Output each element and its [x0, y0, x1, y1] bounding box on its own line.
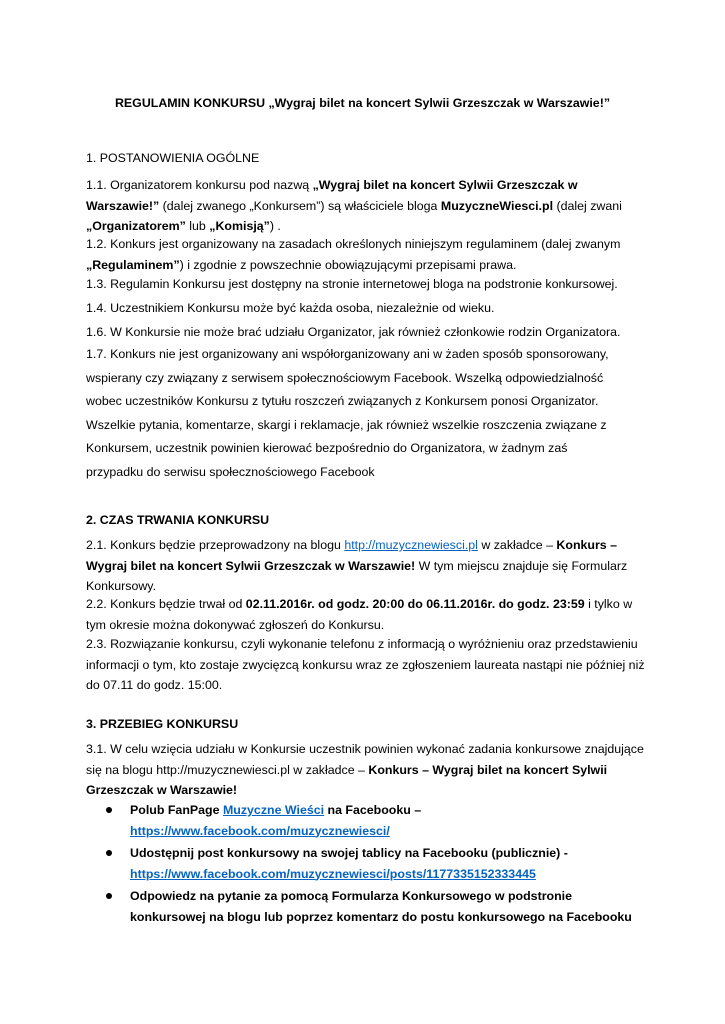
bullet-icon	[106, 850, 112, 856]
paragraph-1-2	[86, 234, 646, 275]
text: na Facebooku –	[324, 803, 422, 817]
text: Odpowiedz na pytanie za pomocą Formularza Konkursowego w podstronie konkursowej na blogu lub poprzez komentarz do postu konkursowego na Facebooku	[130, 889, 632, 924]
paragraph-1-1	[86, 175, 646, 237]
text: 1.2. Konkurs jest organizowany na zasadach określonych niniejszym regulaminem (dalej zwanym	[86, 237, 621, 251]
text: i tylko w tym okresie można dokonywać zgłoszeń do Konkursu.	[86, 597, 633, 632]
text: 1.1. Organizatorem konkursu pod nazwą	[86, 178, 313, 192]
text: Udostępnij post konkursowy na swojej tablicy na Facebooku (publicznie) -	[130, 846, 568, 860]
text: ) i zgodnie z powszechnie obowiązującymi przepisami prawa.	[179, 257, 517, 272]
contest-tab-name: Konkurs – Wygraj bilet na koncert Sylwii Grzeszczak w Warszawie!	[86, 762, 608, 797]
section-1-heading: 1. POSTANOWIENIA OGÓLNE	[86, 151, 260, 165]
document-title: REGULAMIN KONKURSU „Wygraj bilet na koncert Sylwii Grzeszczak w Warszawie!”	[114, 96, 611, 110]
text: w zakładce –	[477, 538, 557, 552]
paragraph-1-3: 1.3. Regulamin Konkursu jest dostępny na stronie internetowej bloga na podstronie konkursowej.	[86, 277, 618, 291]
text: (dalej zwani	[553, 198, 622, 213]
text-line: 1.7. Konkurs nie jest organizowany ani współorganizowany ani w żaden sposób sponsorowany,	[86, 347, 609, 361]
text: lub	[185, 219, 210, 233]
paragraph-1-6: 1.6. W Konkursie nie może brać udziału Organizator, jak również członkowie rodzin Organizatora.	[86, 325, 621, 339]
text-line: Konkursem, uczestnik powinien kierować bezpośrednio do Organizatora, w żadnym zaś	[86, 441, 568, 456]
text-line: Wszelkie pytania, komentarze, skargi i reklamacje, jak również wszelkie roszczenia związane z	[86, 417, 607, 432]
text: W tym miejscu znajduje się Formularz Konkursowy.	[86, 558, 628, 593]
list-item	[106, 843, 646, 884]
text-line: wspierany czy związany z serwisem społecznościowym Facebook. Wszelką odpowiedzialność	[86, 370, 604, 385]
facebook-post-link[interactable]: https://www.facebook.com/muzycznewiesci/posts/1177335152333445	[130, 866, 536, 881]
text-line: przypadku do serwisu społecznościowego Facebook	[86, 464, 375, 479]
text: 2.1. Konkurs będzie przeprowadzony na blogu	[86, 538, 345, 552]
text: (dalej zwanego „Konkursem”) są właściciele bloga	[159, 198, 441, 213]
list-item	[106, 800, 646, 841]
contest-tab-name: Konkurs – Wygraj bilet na koncert Sylwii Grzeszczak w Warszawie!	[86, 538, 618, 573]
contest-name: „Wygraj bilet na koncert Sylwii Grzeszczak w Warszawie!”	[86, 178, 578, 213]
term-commission: „Komisją”	[209, 219, 270, 233]
text-line: wobec uczestników Konkursu z tytułu roszczeń związanych z Konkursem ponosi Organizator.	[86, 394, 599, 409]
section-3-heading: 3. PRZEBIEG KONKURSU	[86, 717, 239, 731]
text: Polub FanPage	[130, 803, 223, 817]
list-item	[106, 886, 646, 927]
text: 2.2. Konkurs będzie trwał od	[86, 597, 246, 611]
facebook-page-link[interactable]: https://www.facebook.com/muzycznewiesci/	[130, 823, 390, 838]
bullet-icon	[106, 893, 112, 899]
blog-name: MuzyczneWiesci.pl	[440, 198, 554, 213]
term-regulations: „Regulaminem”	[86, 257, 180, 272]
term-organizer: „Organizatorem”	[86, 219, 186, 233]
bullet-icon	[106, 807, 112, 813]
paragraph-3-1	[86, 739, 646, 801]
paragraph-1-4: 1.4. Uczestnikiem Konkursu może być każda osoba, niezależnie od wieku.	[86, 301, 495, 315]
contest-dates: 02.11.2016r. od godz. 20:00 do 06.11.2016r. do godz. 23:59	[245, 597, 585, 611]
text: ) .	[269, 219, 281, 233]
paragraph-2-1	[86, 535, 646, 597]
fanpage-link[interactable]: Muzyczne Wieści	[222, 803, 325, 817]
section-2-heading: 2. CZAS TRWANIA KONKURSU	[86, 513, 270, 527]
blog-link[interactable]: http://muzycznewiesci.pl	[344, 538, 478, 552]
paragraph-1-7	[86, 343, 646, 485]
text: 3.1. W celu wzięcia udziału w Konkursie uczestnik powinien wykonać zadania konkursowe znajdujące się na blogu http://muzycznewiesci.pl w zakładce –	[86, 742, 644, 777]
paragraph-2-2	[86, 594, 646, 635]
paragraph-2-3: 2.3. Rozwiązanie konkursu, czyli wykonanie telefonu z informacją o wyróżnieniu oraz przedstawieniu informacji o tym, kto zostaje zwycięzcą konkursu wraz ze zgłoszeniem laureata nastąpi nie później niż do 07.11 do godz. 15:00.	[86, 637, 645, 692]
